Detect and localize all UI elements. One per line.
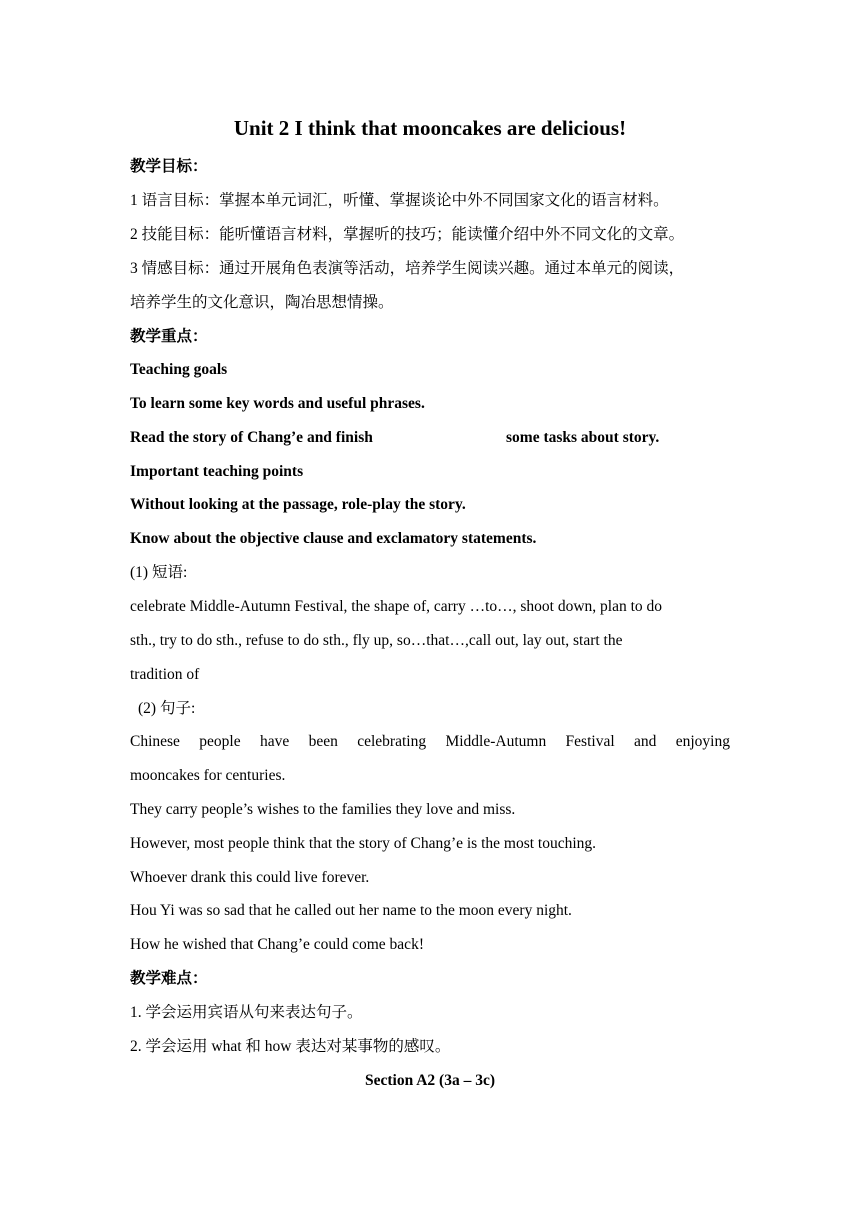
key-points-heading: 教学重点： xyxy=(130,328,208,345)
objective-line: 3 情感目标：通过开展角色表演等活动，培养学生阅读兴趣。通过本单元的阅读， xyxy=(130,260,685,277)
teaching-goals-heading: Teaching goals xyxy=(130,361,228,378)
goal-item: To learn some key words and useful phrases. xyxy=(130,395,425,412)
point-item: Without looking at the passage, role-play the story. xyxy=(130,496,466,513)
sentence-line: Hou Yi was so sad that he called out her name to the moon every night. xyxy=(130,902,572,919)
phrases-heading: (1) 短语: xyxy=(130,564,188,581)
objectives-heading: 教学目标： xyxy=(130,158,208,175)
phrases-line: celebrate Middle-Autumn Festival, the shape of, carry …to…, shoot down, plan to do xyxy=(130,598,663,615)
phrases-line: tradition of xyxy=(130,666,200,683)
goal-item-part-b: some tasks about story. xyxy=(506,429,660,446)
goal-item-part-a: Read the story of Chang’e and finish xyxy=(130,429,373,446)
important-points-heading: Important teaching points xyxy=(130,463,304,480)
document-title: Unit 2 I think that mooncakes are delicious! xyxy=(233,116,627,140)
difficulty-item: 1. 学会运用宾语从句来表达句子。 xyxy=(130,1004,363,1021)
sentence-line: Whoever drank this could live forever. xyxy=(130,869,370,886)
phrases-line: sth., try to do sth., refuse to do sth., fly up, so…that…,call out, lay out, start the xyxy=(130,632,623,649)
point-item: Know about the objective clause and exclamatory statements. xyxy=(130,530,537,547)
objective-line: 培养学生的文化意识，陶冶思想情操。 xyxy=(130,294,394,311)
objective-line: 1 语言目标：掌握本单元词汇，听懂、掌握谈论中外不同国家文化的语言材料。 xyxy=(130,192,669,209)
sentence-line: mooncakes for centuries. xyxy=(130,767,286,784)
sentences-heading: (2) 句子: xyxy=(138,700,196,717)
section-heading: Section A2 (3a – 3c) xyxy=(364,1072,495,1089)
sentence-line: However, most people think that the story of Chang’e is the most touching. xyxy=(130,835,597,852)
sentence-line: Chinese people have been celebrating Middle-Autumn Festival and enjoying xyxy=(130,733,730,750)
difficulty-item: 2. 学会运用 what 和 how 表达对某事物的感叹。 xyxy=(130,1038,451,1055)
objective-line: 2 技能目标：能听懂语言材料，掌握听的技巧；能读懂介绍中外不同文化的文章。 xyxy=(130,226,685,243)
sentence-line: How he wished that Chang’e could come back! xyxy=(130,936,424,953)
difficulties-heading: 教学难点： xyxy=(130,970,208,987)
sentence-line: They carry people’s wishes to the families they love and miss. xyxy=(130,801,516,818)
